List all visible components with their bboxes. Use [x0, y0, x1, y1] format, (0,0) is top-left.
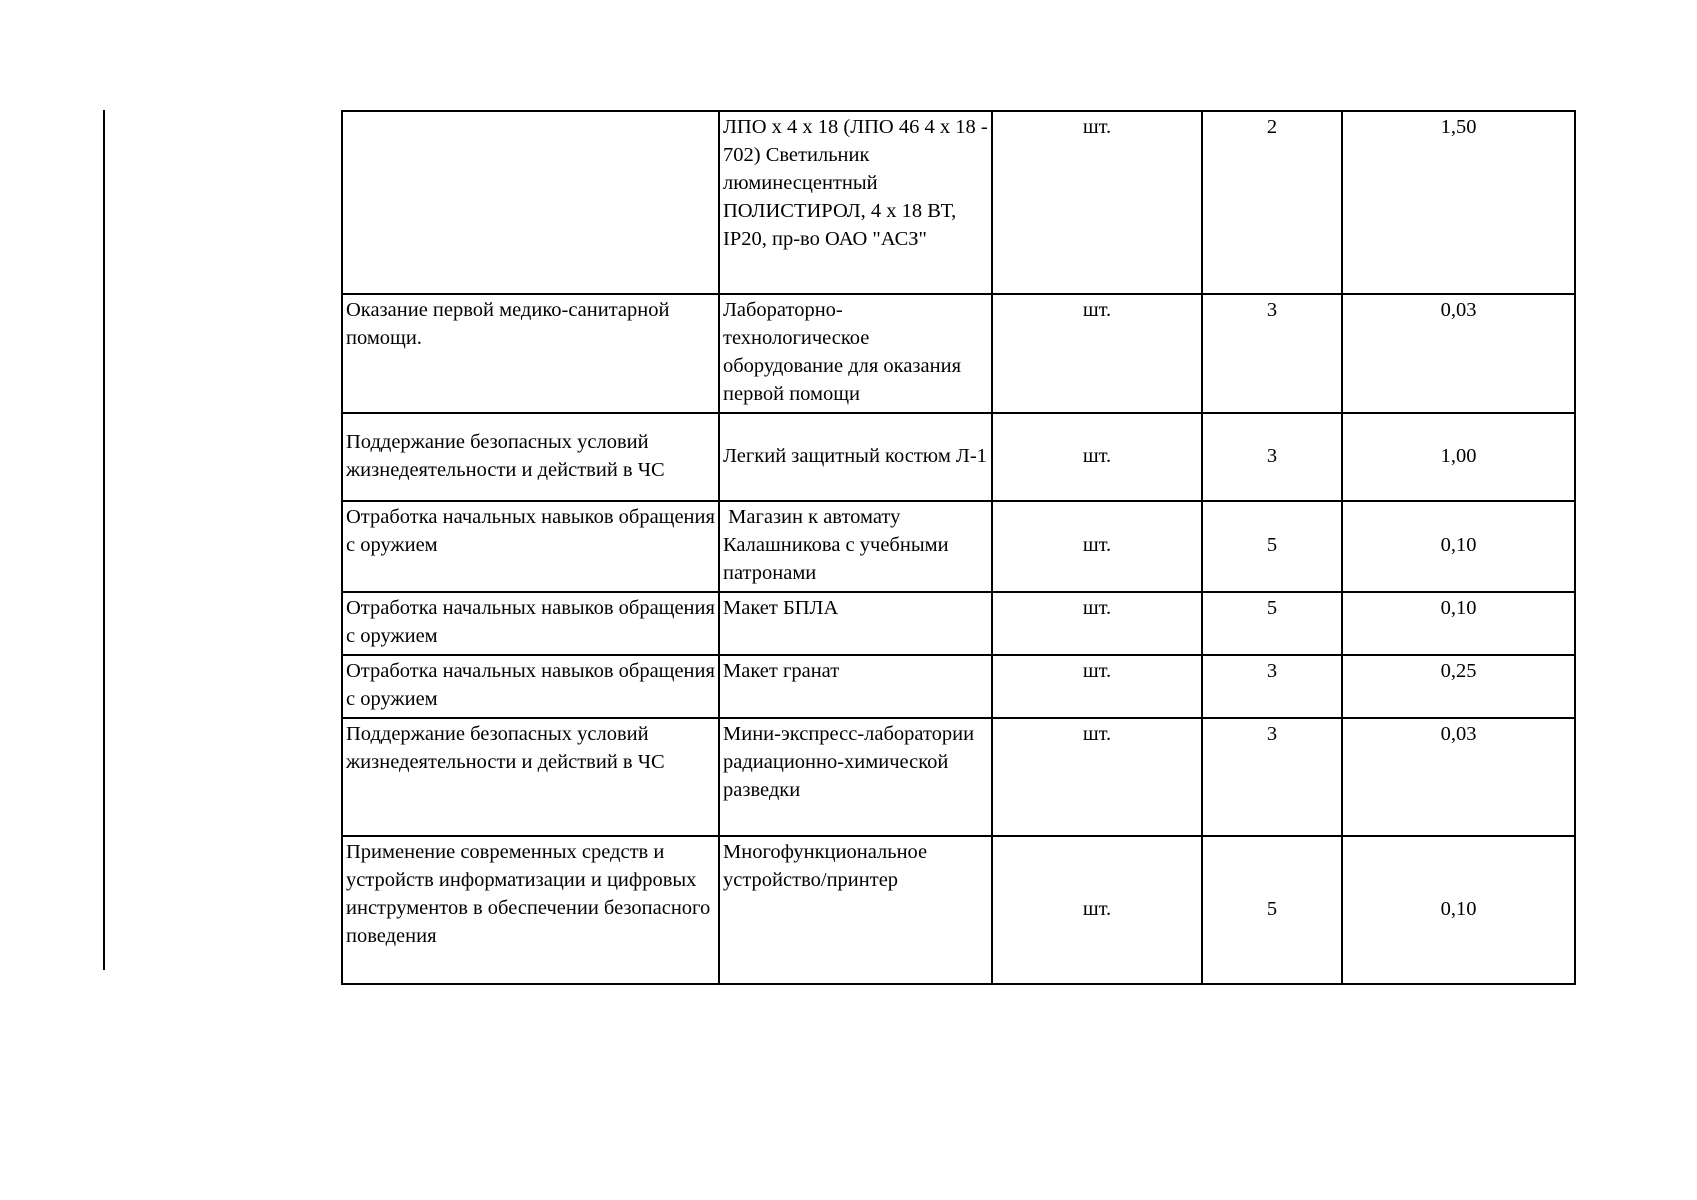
equipment-name-cell: Лабораторно-технологическое оборудование для оказания первой помощи	[719, 294, 992, 413]
value-cell: 0,10	[1342, 592, 1575, 655]
purpose-cell: Поддержание безопасных условий жизнедеятельности и действий в ЧС	[342, 718, 719, 836]
unit-cell: шт.	[992, 111, 1202, 294]
value-cell: 0,03	[1342, 718, 1575, 836]
quantity-cell: 2	[1202, 111, 1342, 294]
quantity-cell: 3	[1202, 718, 1342, 836]
value-cell: 1,50	[1342, 111, 1575, 294]
quantity-cell: 5	[1202, 592, 1342, 655]
quantity-cell: 3	[1202, 294, 1342, 413]
value-cell: 0,25	[1342, 655, 1575, 718]
equipment-table	[341, 110, 1576, 985]
equipment-name-cell: Легкий защитный костюм Л-1	[719, 413, 992, 501]
table-row	[342, 718, 1575, 836]
equipment-name-cell: Магазин к автомату Калашникова с учебными патронами	[719, 501, 992, 592]
value-cell: 0,10	[1342, 501, 1575, 592]
equipment-name-cell: Мини-экспресс-лаборатории радиационно-химической разведки	[719, 718, 992, 836]
unit-cell: шт.	[992, 718, 1202, 836]
purpose-cell: Отработка начальных навыков обращения с оружием	[342, 592, 719, 655]
table-row	[342, 592, 1575, 655]
table-row	[342, 836, 1575, 984]
purpose-cell: Применение современных средств и устройств информатизации и цифровых инструментов в обеспечении безопасного поведения	[342, 836, 719, 984]
purpose-cell: Поддержание безопасных условий жизнедеятельности и действий в ЧС	[342, 413, 719, 501]
quantity-cell: 5	[1202, 501, 1342, 592]
purpose-cell: Отработка начальных навыков обращения с оружием	[342, 655, 719, 718]
quantity-cell: 5	[1202, 836, 1342, 984]
table-row	[342, 501, 1575, 592]
equipment-name-cell: Макет БПЛА	[719, 592, 992, 655]
table-row	[342, 655, 1575, 718]
unit-cell: шт.	[992, 501, 1202, 592]
purpose-cell: Отработка начальных навыков обращения с оружием	[342, 501, 719, 592]
value-cell: 1,00	[1342, 413, 1575, 501]
purpose-cell: Оказание первой медико-санитарной помощи.	[342, 294, 719, 413]
purpose-cell	[342, 111, 719, 294]
equipment-name-cell: ЛПО х 4 х 18 (ЛПО 46 4 х 18 - 702) Светильник люминесцентный ПОЛИСТИРОЛ, 4 х 18 ВТ, IP20, пр-во ОАО "АСЗ"	[719, 111, 992, 294]
table-row	[342, 111, 1575, 294]
value-cell: 0,10	[1342, 836, 1575, 984]
table-row	[342, 294, 1575, 413]
page-margin-line	[103, 110, 105, 970]
value-cell: 0,03	[1342, 294, 1575, 413]
equipment-name-cell: Макет гранат	[719, 655, 992, 718]
unit-cell: шт.	[992, 294, 1202, 413]
quantity-cell: 3	[1202, 413, 1342, 501]
unit-cell: шт.	[992, 592, 1202, 655]
equipment-name-cell: Многофункциональное устройство/принтер	[719, 836, 992, 984]
unit-cell: шт.	[992, 655, 1202, 718]
table-row	[342, 413, 1575, 501]
unit-cell: шт.	[992, 836, 1202, 984]
quantity-cell: 3	[1202, 655, 1342, 718]
unit-cell: шт.	[992, 413, 1202, 501]
